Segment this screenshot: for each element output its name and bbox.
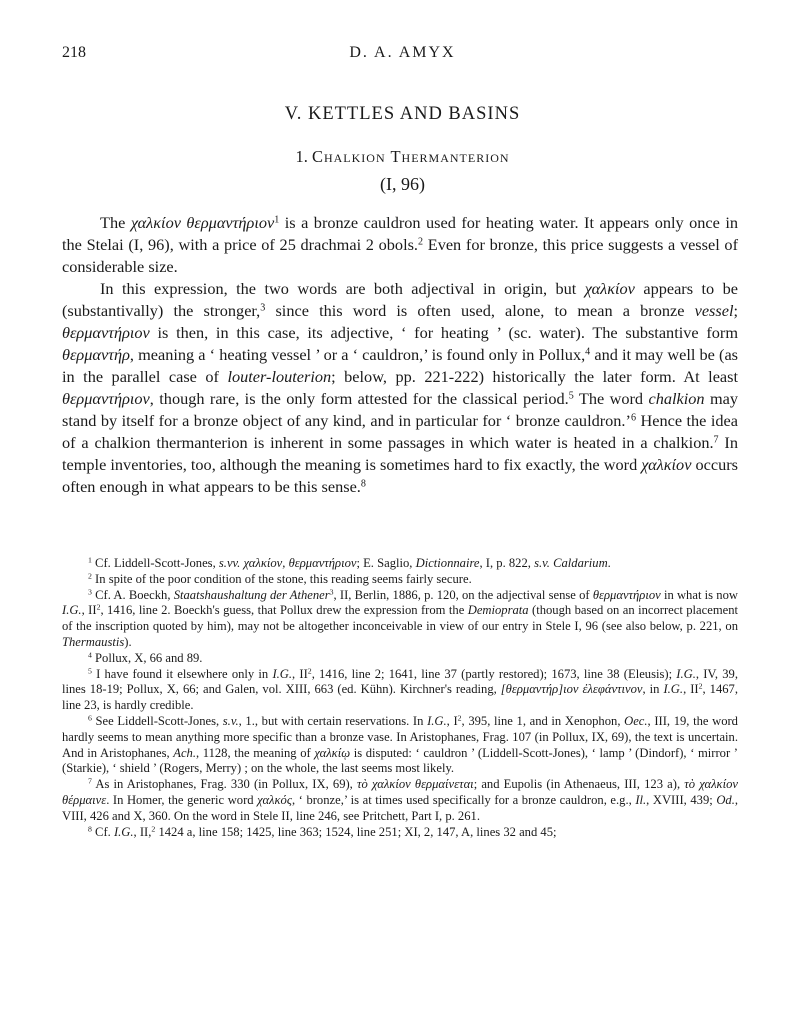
text-run: may stand by itself for a bronze object of any kind, and in particular for ‘ bronze cauldron.’ [62,389,738,430]
footnote-ref: 8 [360,478,366,490]
greek-term: χαλκίῳ [314,745,351,760]
text-run: , ‘ bronze,’ is at times used specifically for a bronze cauldron, e.g., [291,792,636,807]
text-run: Hence the idea of a chalkion thermanterion is inherent in some passages in which water is heated in a chalkion. [62,411,739,452]
text-run: See Liddell-Scott-Jones, [91,713,223,728]
greek-term: [θερμαντήρ]ιον ἐλεφάντινον [500,682,643,697]
italic-term: I.G. [676,666,696,681]
edition-superscript: 2 [698,682,703,692]
subsection-name: Chalkion Thermanterion [311,147,510,166]
text-run: , II, Berlin, 1886, p. 120, on the adjectival sense of [333,587,593,602]
footnote-number: 5 [88,666,92,676]
text-run: , XVIII, 439; [646,792,717,807]
text-run: I have found it elsewhere only in [91,666,273,681]
text-run: . In Homer, the generic word [106,792,258,807]
text-run: In temple inventories, too, although the meaning is sometimes hard to fix exactly, the word [62,433,738,474]
text-run: , 1., but with certain reservations. In [238,713,428,728]
text-run: ; E. Saglio, [356,556,416,570]
italic-term: Il. [635,792,647,807]
footnotes [62,556,738,840]
italic-term: Dictionnaire [415,556,480,570]
edition-superscript: 3 [329,587,334,597]
text-run: , 395, line 1, and in Xenophon, [461,713,625,728]
text-run: ; and Eupolis (in Athenaeus, III, 123 a), [473,777,685,792]
footnote-number: 7 [88,776,92,786]
footnote-4 [62,651,738,667]
subsection-number: 1. [295,147,308,166]
italic-term: I.G. [272,666,293,681]
greek-term: χαλκίον, θερμαντήριον [243,556,357,570]
italic-term: Thermaustis [62,634,125,649]
text-run: , III, 19, the word hardly seems to mean anything more specific than a bronze vase. In Aristophanes, Frag. 107 (in Pollux, IX, 69), the text is uncertain. And in Aristophanes, [62,713,738,760]
body-text [62,212,738,498]
page-number: 218 [62,44,86,61]
edition-superscript: 2 [96,603,101,613]
footnote-ref: 3 [260,302,266,314]
text-run: in what is now [660,587,738,602]
footnote-7 [62,777,738,824]
italic-term: louter-louterion [227,367,332,386]
italic-term: Ach. [173,745,196,760]
footnote-5 [62,667,738,714]
text-run: Even for bronze, this price suggests a vessel of considerable size. [62,235,738,276]
text-run: ; [733,301,739,320]
greek-term: τὸ χαλκίον θέρμαινε [62,777,738,807]
greek-term: θερμαντήριον [592,587,661,602]
text-run: , 1128, the meaning of [195,745,315,760]
section-title: V. KETTLES AND BASINS [284,104,521,124]
italic-term: I.G. [427,713,447,728]
text-run: , II [292,666,308,681]
footnote-ref: 7 [713,434,719,446]
footnote-number: 2 [88,571,92,581]
footnote-number: 8 [88,824,92,834]
greek-term: θερμαντήριον [62,323,150,342]
footnote-2 [62,572,738,588]
text-run: , meaning a ‘ heating vessel ’ or a ‘ cauldron,’ is found only in Pollux, [129,345,586,364]
italic-term: vessel [694,301,734,320]
greek-term: χαλκίον θερμαντήριον [130,213,275,232]
running-head [62,44,743,66]
greek-term: θερμαντήρ [62,345,130,364]
text-run: In spite of the poor condition of the stone, this reading seems fairly secure. [91,571,472,586]
text-run: , I, p. 822, [479,556,535,570]
text-run: occurs often enough in what appears to be this sense. [62,455,739,496]
text-run: , IV, 39, lines 18-19; Pollux, X, 66; and Galen, vol. XIII, 663 (ed. Kühn). Kirchner's reading, [62,666,738,697]
footnote-number: 6 [88,713,92,723]
italic-term: I.G. [663,682,684,697]
edition-superscript: 2 [151,824,156,834]
text-run: , 1416, line 2. Boeckh's guess, that Pollux drew the expression from the [100,603,468,618]
subsection-reference: (I, 96) [380,174,425,194]
greek-term: χαλκίον [584,279,635,298]
italic-term: chalkion [648,389,705,408]
greek-term: χαλκίον [641,455,692,474]
footnote-ref: 4 [585,346,591,358]
footnote-ref: 2 [418,236,424,248]
text-run: since this word is often used, alone, to mean a bronze [265,301,695,320]
footnote-number: 3 [88,587,92,597]
text-run: ; below, pp. 221-222) historically the later form. At least [331,367,739,386]
footnote-6 [62,714,738,777]
text-run: Pollux, X, 66 and 89. [91,650,203,665]
text-run: , VIII, 426 and X, 360. On the word in Stele II, line 246, see Pritchett, Part I, p. 261. [62,792,739,823]
italic-term: Demioprata [467,603,529,618]
running-title: D. A. AMYX [349,44,456,61]
italic-term: I.G. [113,824,134,839]
footnote-3 [62,588,738,651]
edition-superscript: 2 [307,666,312,676]
text-run: , II [81,603,97,618]
italic-term: s.v. [222,713,239,728]
italic-term: Staatshaushaltung der Athener [173,587,330,602]
text-run: Cf. A. Boeckh, [91,587,174,602]
paragraph-1 [62,212,738,278]
text-run: , 1416, line 2; 1641, line 37 (partly restored); 1673, line 38 (Eleusis); [311,666,677,681]
text-run: , II, [133,824,152,839]
text-run: . [607,556,611,570]
subsection-title [0,147,805,167]
edition-superscript: 2 [457,713,462,723]
text-run: 1424 a, line 158; 1425, line 363; 1524, line 251; XI, 2, 147, A, lines 32 and 45; [155,824,557,839]
footnote-number: 4 [88,650,92,660]
italic-term: Oec. [624,713,648,728]
text-run: , though rare, is the only form attested for the classical period. [149,389,569,408]
text-run: The word [573,389,649,408]
footnote-ref: 6 [630,412,636,424]
text-run: is disputed: ‘ cauldron ’ (Liddell-Scott-Jones), ‘ lamp ’ (Dindorf), ‘ mirror ’ (Starkie), ‘ shield ’ (Rogers, Merry) ; on the whole, the last seems most likely. [62,745,738,776]
text-run: The [100,213,131,232]
italic-term: s.v. Caldarium [534,556,608,570]
text-run: Cf. [91,824,114,839]
text-run: , in [642,682,664,697]
italic-term: I.G. [62,603,82,618]
footnote-ref: 5 [568,390,574,402]
text-run: In this expression, the two words are both adjectival in origin, but [100,279,585,298]
text-run: As in Aristophanes, Frag. 330 (in Pollux, IX, 69), [91,777,357,792]
text-run: appears to be (substantivally) the stronger, [62,279,738,320]
text-run: , 1467, line 23, is hardly credible. [62,682,738,713]
footnote-ref: 1 [274,214,280,226]
paragraph-2 [62,278,738,498]
footnote-number: 1 [88,555,92,565]
footnote-1 [62,556,738,572]
greek-term: χαλκός [257,792,292,807]
footnote-8 [62,825,738,841]
italic-term: s.vv. [218,556,241,570]
text-run: , I [446,713,458,728]
text-run: Cf. Liddell-Scott-Jones, [91,556,219,570]
greek-term: θερμαντήριον [62,389,150,408]
greek-term: τὸ χαλκίον θερμαίνεται [357,777,474,792]
text-run: is a bronze cauldron used for heating water. It appears only once in the Stelai (I, 96), with a price of 25 drachmai 2 obols. [62,213,739,254]
text-run: ). [124,634,132,649]
text-run: is then, in this case, its adjective, ‘ for heating ’ (sc. water). The substantive form [149,323,738,342]
italic-term: Od. [716,792,735,807]
text-run: , II [683,682,699,697]
text-run: (though based on an incorrect placement of the inscription quoted by him), may not be altogether inconceivable in view of our entry in Stele I, 96 (see also below, p. 221, on [62,603,738,634]
text-run: and it may well be (as in the parallel case of [62,345,739,386]
